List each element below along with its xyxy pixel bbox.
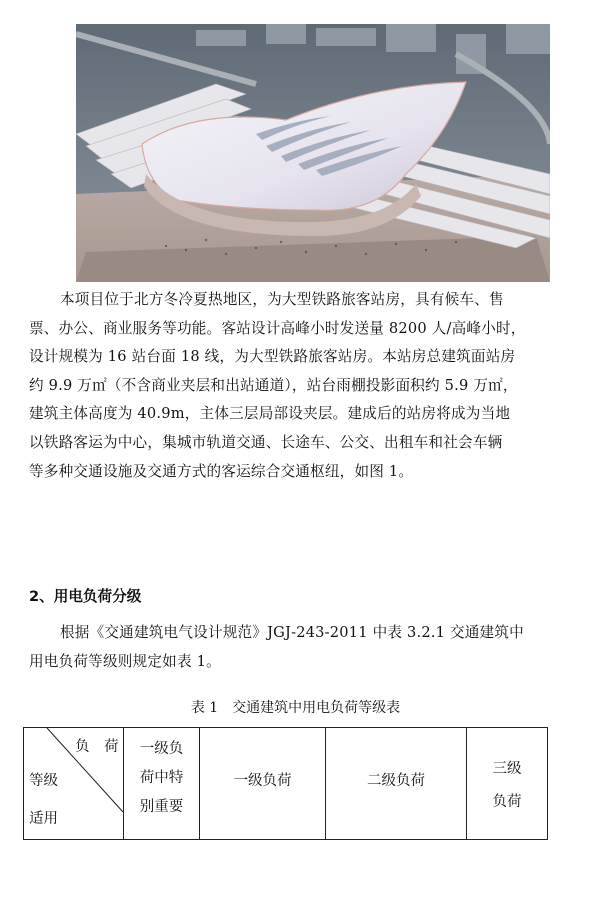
header-second-level-load: 二级负荷 (367, 773, 425, 789)
paragraph-line: 约 9.9 万㎡（不含商业夹层和出站通道），站台雨棚投影面积约 5.9 万㎡， (29, 376, 518, 394)
paragraph-line: 以铁路客运为中心，集城市轨道交通、长途车、公交、出租车和社会车辆 (29, 433, 503, 451)
paragraph-line: 用电负荷等级则规定如表 1。 (29, 652, 221, 670)
header-grade-label: 等级 (29, 773, 58, 789)
paragraph-line: 票、办公、商业服务等功能。客站设计高峰小时发送量 8200 人/高峰小时， (29, 319, 526, 337)
header-load-label: 负 荷 (75, 739, 119, 755)
header-line: 一级负 (139, 741, 184, 757)
paragraph-line: 根据《交通建筑电气设计规范》JGJ-243-2011 中表 3.2.1 交通建筑中 (60, 624, 524, 641)
header-line: 三级 (492, 761, 522, 777)
project-description-paragraph (29, 286, 569, 486)
table-caption: 表 1 交通建筑中用电负荷等级表 (190, 700, 401, 716)
paragraph-line: 等多种交通设施及交通方式的客运综合交通枢纽，如图 1。 (29, 462, 414, 480)
paragraph-line: 本项目位于北方冬冷夏热地区，为大型铁路旅客站房，具有候车、售 (60, 291, 504, 308)
header-applicable-label: 适用 (29, 811, 58, 827)
header-line: 荷中特 (139, 770, 184, 786)
standard-reference-paragraph (29, 619, 569, 676)
paragraph-line: 设计规模为 16 站台面 18 线，为大型铁路旅客站房。本站房总建筑面站房 (29, 348, 516, 366)
header-line: 别重要 (139, 799, 184, 815)
station-rendering-image (76, 24, 550, 282)
section-heading: 2、用电负荷分级 (29, 588, 142, 605)
paragraph-line: 建筑主体高度为 40.9m，主体三层局部设夹层。建成后的站房将成为当地 (29, 405, 511, 423)
header-first-level-special (124, 735, 199, 822)
table-border-right (547, 727, 548, 840)
header-line: 负荷 (492, 794, 522, 810)
header-third-level-load (467, 753, 547, 819)
header-first-level-load: 一级负荷 (233, 773, 292, 789)
load-grade-table (23, 727, 548, 840)
